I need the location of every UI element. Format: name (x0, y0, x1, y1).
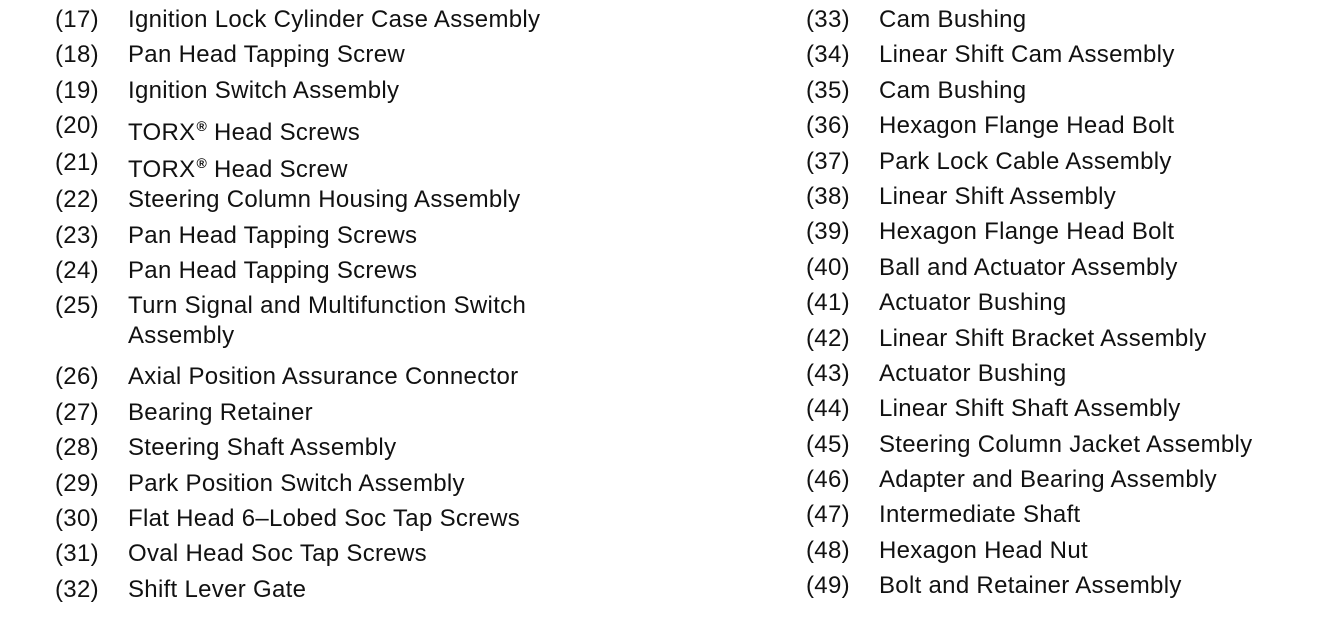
item-number: (48) (806, 536, 850, 564)
registered-mark: ® (196, 118, 208, 135)
item-label: Pan Head Tapping Screws (128, 221, 418, 249)
registered-mark: ® (196, 155, 208, 172)
item-number: (27) (55, 398, 99, 426)
item-label: Cam Bushing (879, 6, 1027, 33)
item-label: Actuator Bushing (879, 359, 1067, 387)
list-item (55, 76, 695, 111)
item-number: (46) (806, 466, 850, 494)
item-label: Hexagon Flange Head Bolt (879, 112, 1175, 140)
item-number: (28) (55, 434, 99, 462)
item-number: (24) (55, 256, 99, 284)
list-item (55, 539, 695, 574)
item-label (128, 111, 360, 148)
item-number: (41) (806, 289, 850, 317)
item-label: Pan Head Tapping Screws (128, 256, 418, 284)
brand-name: TORX (128, 156, 196, 184)
list-item (806, 394, 1336, 429)
item-number: (32) (55, 575, 99, 603)
list-item (806, 571, 1336, 606)
item-label: Linear Shift Shaft Assembly (879, 395, 1181, 423)
list-item (806, 217, 1336, 252)
item-label: Bolt and Retainer Assembly (879, 572, 1182, 600)
list-item (55, 256, 695, 291)
item-number: (20) (55, 112, 99, 140)
item-number: (43) (806, 359, 850, 387)
list-item (806, 324, 1336, 359)
item-number: (36) (806, 112, 850, 140)
item-label: Steering Column Jacket Assembly (879, 430, 1253, 458)
item-label: Hexagon Flange Head Bolt (879, 218, 1175, 246)
item-number: (38) (806, 182, 850, 210)
item-label: Axial Position Assurance Connector (128, 363, 519, 391)
item-label: Oval Head Soc Tap Screws (128, 540, 427, 568)
item-number: (34) (806, 41, 850, 69)
item-number: (30) (55, 504, 99, 532)
item-label-line-2: Assembly (128, 322, 235, 350)
item-number: (22) (55, 186, 99, 214)
item-label: Hexagon Head Nut (879, 536, 1088, 564)
item-number: (40) (806, 253, 850, 281)
list-item (55, 504, 695, 539)
list-item (806, 147, 1336, 182)
item-label: Pan Head Tapping Screw (128, 41, 405, 69)
list-item (806, 359, 1336, 394)
item-number: (26) (55, 363, 99, 391)
item-label-suffix: Head Screw (207, 156, 348, 184)
item-label (128, 291, 526, 362)
list-item (806, 76, 1336, 111)
item-number: (23) (55, 221, 99, 249)
item-number: (31) (55, 540, 99, 568)
item-label-suffix: Head Screws (207, 119, 361, 147)
item-number: (29) (55, 469, 99, 497)
item-number: (49) (806, 572, 850, 600)
item-label: Shift Lever Gate (128, 575, 307, 603)
item-number: (35) (806, 76, 850, 104)
item-label: Actuator Bushing (879, 289, 1067, 317)
item-number: (17) (55, 6, 99, 33)
list-item (806, 111, 1336, 146)
list-item (806, 500, 1336, 535)
list-item (55, 40, 695, 75)
item-label: Flat Head 6–Lobed Soc Tap Screws (128, 504, 521, 532)
item-number: (18) (55, 41, 99, 69)
item-label: Linear Shift Assembly (879, 182, 1117, 210)
item-label-line-1: Turn Signal and Multifunction Switch (128, 292, 527, 320)
item-label (128, 148, 348, 185)
parts-list-right (806, 5, 1336, 607)
list-item (55, 148, 695, 185)
item-label: Bearing Retainer (128, 398, 313, 426)
item-label: Intermediate Shaft (879, 501, 1081, 529)
item-number: (19) (55, 76, 99, 104)
item-label: Park Lock Cable Assembly (879, 147, 1172, 175)
list-item (806, 182, 1336, 217)
item-number: (42) (806, 324, 850, 352)
item-number: (33) (806, 6, 850, 33)
list-item (806, 430, 1336, 465)
item-label: Ball and Actuator Assembly (879, 253, 1178, 281)
item-number: (21) (55, 149, 99, 177)
list-item (806, 536, 1336, 571)
item-label: Park Position Switch Assembly (128, 469, 465, 497)
brand-name: TORX (128, 119, 196, 147)
item-label: Cam Bushing (879, 76, 1027, 104)
list-item (55, 469, 695, 504)
item-label: Adapter and Bearing Assembly (879, 466, 1217, 494)
list-item (55, 185, 695, 220)
list-item (55, 575, 695, 610)
item-label: Steering Shaft Assembly (128, 434, 397, 462)
item-number: (47) (806, 501, 850, 529)
item-label: Linear Shift Cam Assembly (879, 41, 1175, 69)
list-item (806, 288, 1336, 323)
list-item (55, 5, 695, 40)
item-number: (37) (806, 147, 850, 175)
item-label: Ignition Lock Cylinder Case Assembly (128, 6, 541, 33)
list-item (55, 291, 695, 362)
list-item (806, 40, 1336, 75)
item-label: Steering Column Housing Assembly (128, 186, 521, 214)
item-label: Linear Shift Bracket Assembly (879, 324, 1207, 352)
list-item (55, 111, 695, 148)
item-label: Ignition Switch Assembly (128, 76, 400, 104)
list-item (806, 465, 1336, 500)
item-number: (25) (55, 292, 99, 320)
list-item (55, 398, 695, 433)
list-item (55, 433, 695, 468)
list-item (806, 5, 1336, 40)
list-item (806, 253, 1336, 288)
item-number: (39) (806, 218, 850, 246)
item-number: (44) (806, 395, 850, 423)
list-item (55, 362, 695, 397)
parts-list-left (55, 5, 695, 610)
list-item (55, 221, 695, 256)
item-number: (45) (806, 430, 850, 458)
